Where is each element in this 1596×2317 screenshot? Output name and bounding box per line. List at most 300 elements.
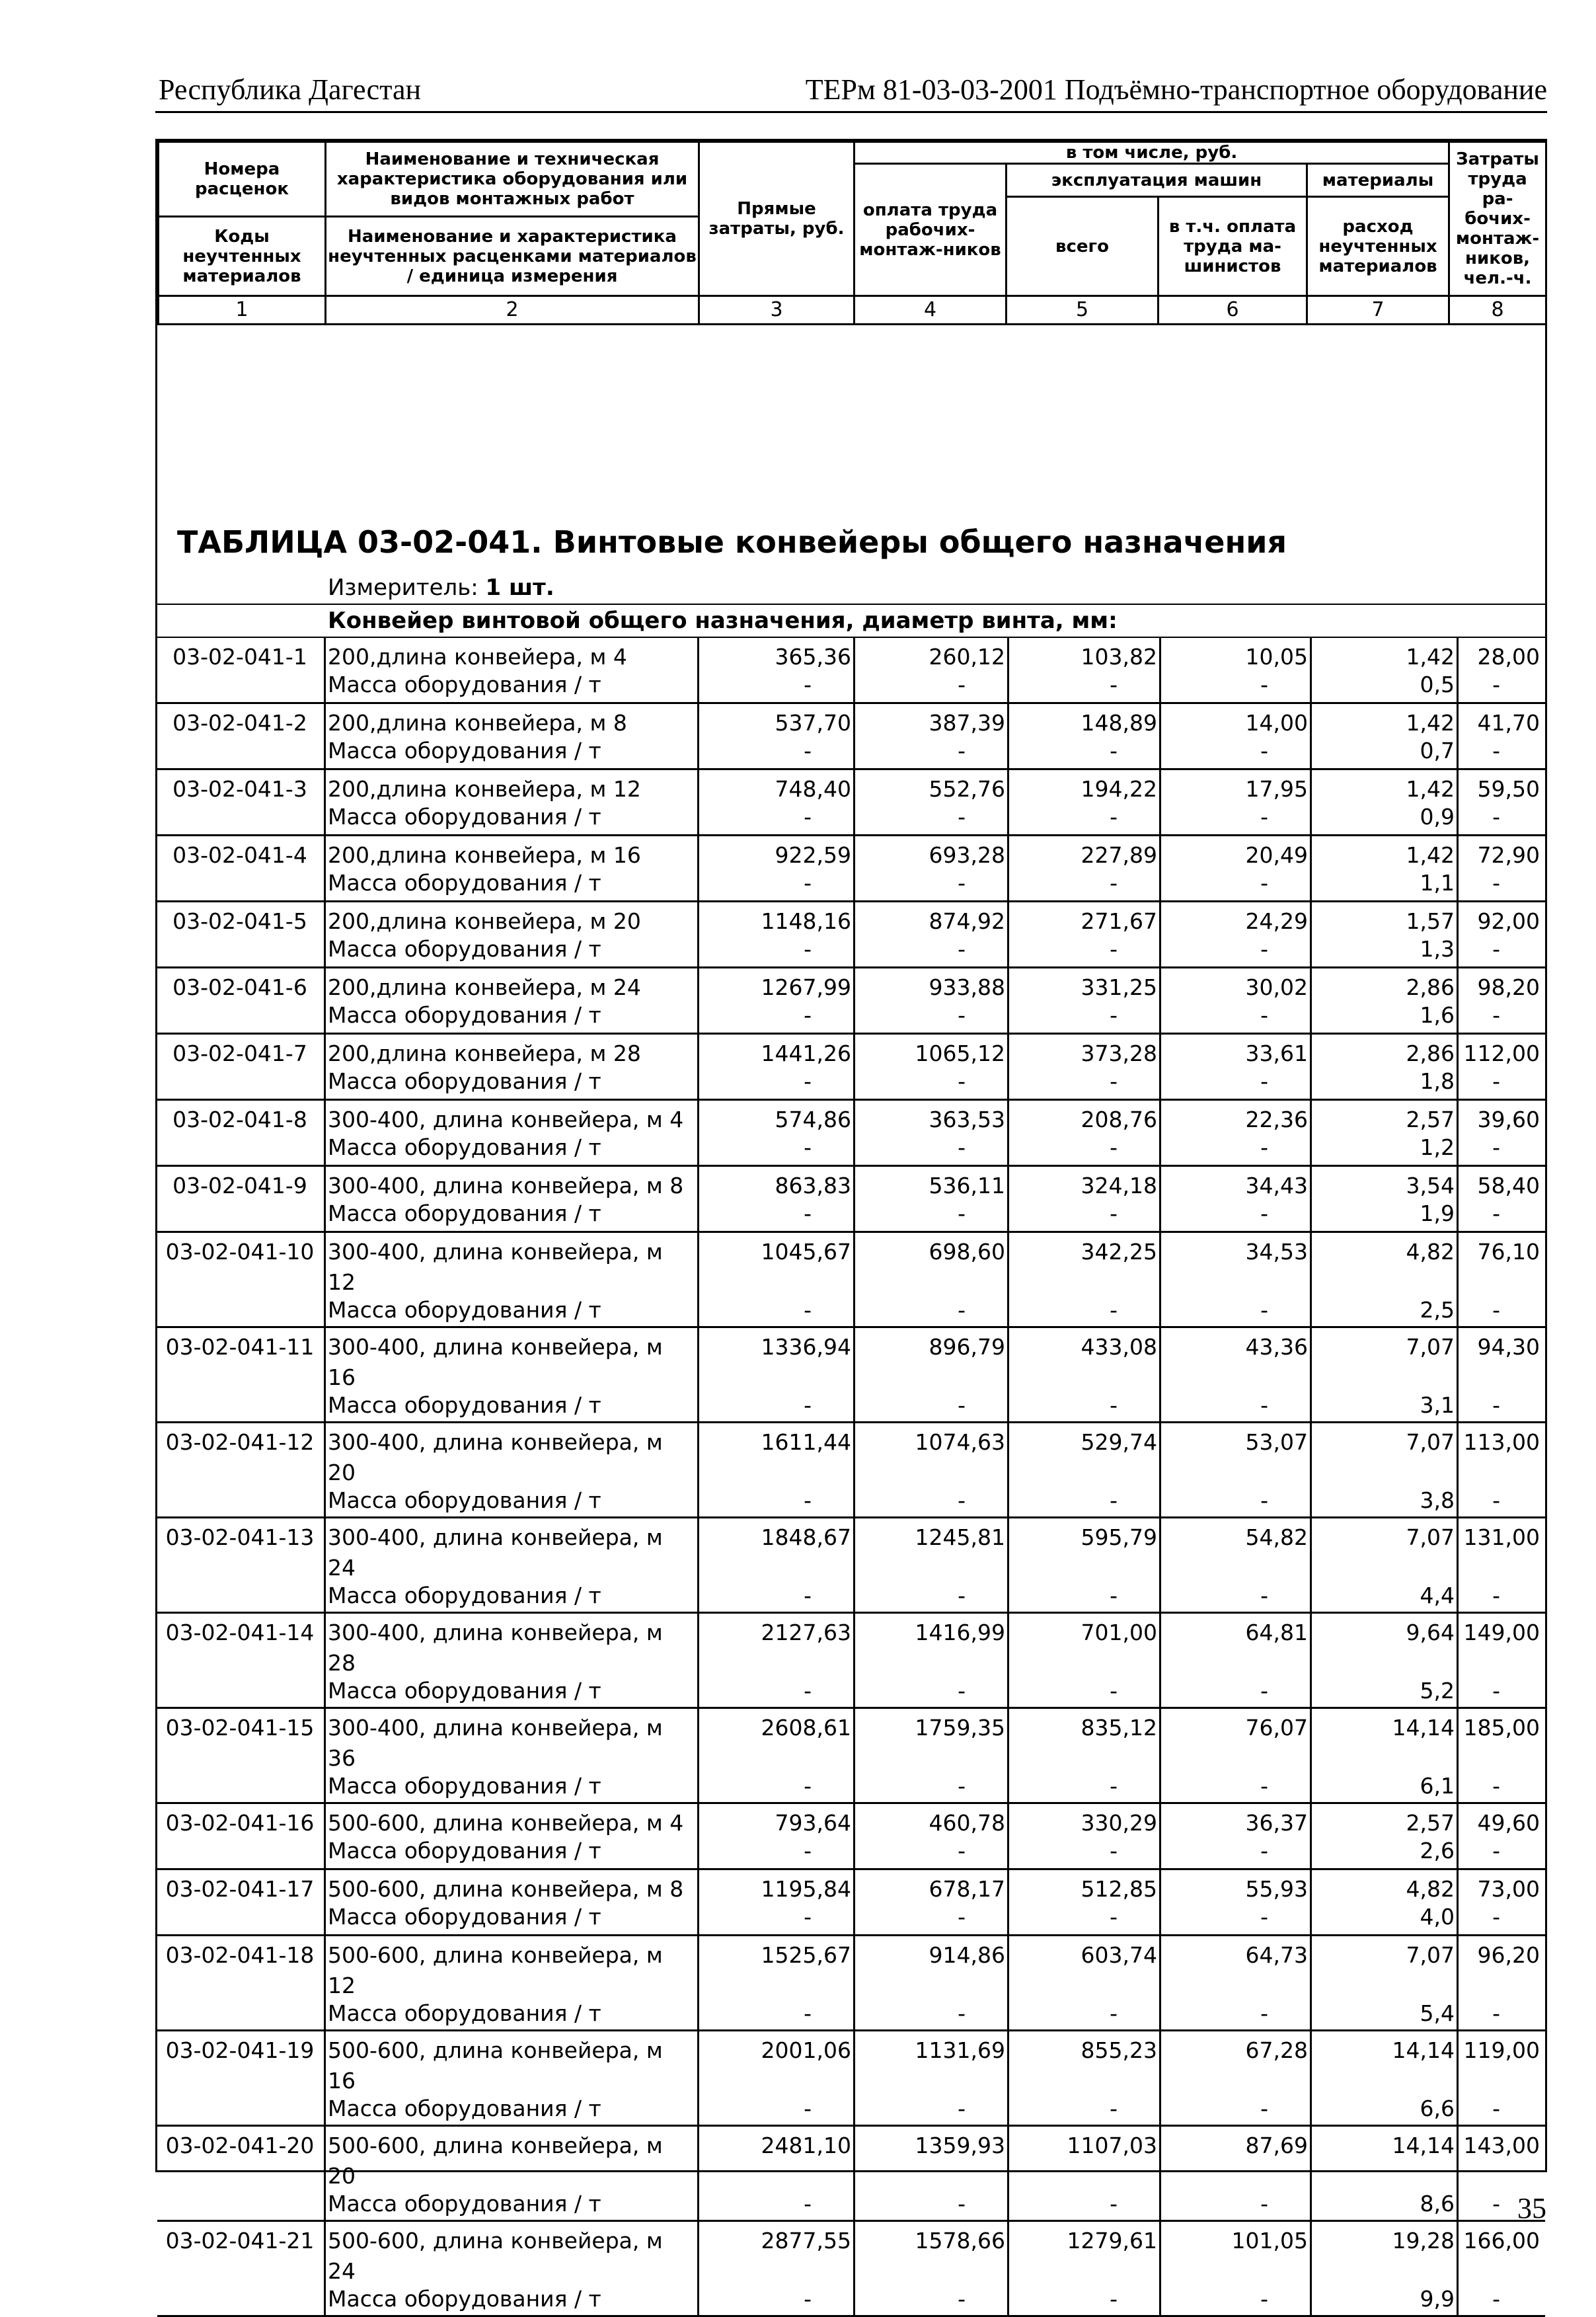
mass-label: Масса оборудования / т: [328, 1392, 601, 1418]
dash: -: [958, 1068, 966, 1094]
dash: -: [804, 870, 812, 896]
column-divider: [1159, 2031, 1161, 2125]
mass-value: 0,5: [1420, 672, 1455, 697]
column-divider: [853, 1035, 855, 1099]
mass-label: Масса оборудования / т: [328, 1773, 601, 1799]
work-name: 300-400, длина конвейера, м: [328, 1239, 663, 1265]
cost-value: 1,57: [1406, 908, 1455, 934]
dash: -: [1492, 1200, 1500, 1226]
cost-value: 863,83: [775, 1173, 851, 1198]
cost-value: 2,57: [1406, 1107, 1455, 1132]
column-divider: [1159, 1518, 1161, 1612]
dash: -: [1110, 804, 1118, 830]
dash: -: [1492, 804, 1500, 830]
work-name: 200,длина конвейера, м 24: [328, 974, 641, 1000]
dash: -: [1260, 1297, 1268, 1323]
mass-label: Масса оборудования / т: [328, 1583, 601, 1608]
cost-value: 34,53: [1245, 1239, 1308, 1265]
dash: -: [1492, 738, 1500, 764]
work-name: 500-600, длина конвейера, м: [328, 2133, 663, 2158]
dash: -: [1492, 1002, 1500, 1028]
cost-value: 64,81: [1245, 1620, 1308, 1645]
rate-code: 03-02-041-16: [165, 1810, 315, 1836]
column-divider: [853, 1870, 855, 1934]
cost-value: 166,00: [1463, 2228, 1540, 2254]
dash: -: [958, 2286, 966, 2312]
column-divider: [853, 2127, 855, 2220]
column-divider: [1159, 968, 1161, 1033]
cost-value: 271,67: [1081, 908, 1157, 934]
mass-label: Масса оборудования / т: [328, 2191, 601, 2217]
cost-value: 693,28: [929, 842, 1005, 868]
dash: -: [958, 936, 966, 962]
column-divider: [324, 968, 326, 1033]
column-divider: [1159, 1870, 1161, 1934]
dash: -: [958, 1200, 966, 1226]
col-head-name: Наименование и техническая характеристика оборудования или видов монтажных работ: [326, 142, 699, 217]
dash: -: [804, 1487, 812, 1513]
dash: -: [1492, 1678, 1500, 1704]
cost-value: 14,00: [1245, 710, 1308, 736]
dash: -: [1110, 870, 1118, 896]
rate-code: 03-02-041-4: [172, 842, 307, 868]
table-title: ТАБЛИЦА 03-02-041. Винтовые конвейеры общего назначения: [177, 524, 1287, 560]
work-name: 300-400, длина конвейера, м 4: [328, 1107, 684, 1132]
dash: -: [1110, 1134, 1118, 1160]
table-row: [157, 902, 1545, 968]
cost-value: 9,64: [1406, 1620, 1455, 1645]
cost-value: 1525,67: [761, 1942, 851, 1968]
table-row: [157, 2222, 1545, 2317]
cost-value: 33,61: [1245, 1041, 1308, 1066]
column-divider: [1159, 638, 1161, 702]
column-divider: [1007, 1518, 1009, 1612]
dash: -: [1110, 1068, 1118, 1094]
mass-value: 6,6: [1420, 2096, 1455, 2121]
mass-label: Масса оборудования / т: [328, 2286, 601, 2312]
cost-value: 7,07: [1406, 1524, 1455, 1550]
work-name-cont: 16: [328, 2068, 356, 2094]
cost-value: 73,00: [1477, 1876, 1540, 1902]
mass-value: 1,6: [1420, 1002, 1455, 1028]
work-name: 500-600, длина конвейера, м: [328, 1942, 663, 1968]
cost-value: 933,88: [929, 974, 1005, 1000]
column-divider: [1310, 1870, 1312, 1934]
column-divider: [1007, 770, 1009, 834]
cost-value: 896,79: [929, 1334, 1005, 1360]
col-head-mach-total: всего: [1007, 197, 1159, 296]
column-divider: [324, 1936, 326, 2029]
dash: -: [1260, 1200, 1268, 1226]
table-row: [157, 2127, 1545, 2222]
column-divider: [1159, 704, 1161, 768]
cost-value: 365,36: [775, 644, 851, 670]
dash: -: [804, 1904, 812, 1930]
dash: -: [804, 2096, 812, 2121]
dash: -: [958, 2191, 966, 2217]
column-divider: [324, 1167, 326, 1231]
table-row: [157, 1167, 1545, 1233]
work-name-cont: 24: [328, 1555, 356, 1581]
cost-value: 552,76: [929, 776, 1005, 802]
cost-value: 342,25: [1081, 1239, 1157, 1265]
cost-value: 119,00: [1463, 2037, 1540, 2063]
col-num-6: 6: [1159, 296, 1307, 325]
cost-value: 2481,10: [761, 2133, 851, 2158]
dash: -: [1110, 1583, 1118, 1608]
cost-value: 53,07: [1245, 1429, 1308, 1455]
cost-value: 14,14: [1392, 2037, 1455, 2063]
column-divider: [1007, 1614, 1009, 1707]
rate-code: 03-02-041-5: [172, 908, 307, 934]
table-row: [157, 1804, 1545, 1870]
mass-value: 5,4: [1420, 2000, 1455, 2026]
mass-value: 1,1: [1420, 870, 1455, 896]
dash: -: [804, 672, 812, 697]
col-head-machines: эксплуатация машин: [1007, 164, 1307, 197]
column-divider: [853, 1328, 855, 1421]
dash: -: [1492, 1297, 1500, 1323]
cost-value: 1065,12: [915, 1041, 1005, 1066]
table-row: [157, 2031, 1545, 2127]
column-divider: [1159, 836, 1161, 900]
column-divider: [853, 902, 855, 966]
cost-value: 1,42: [1406, 710, 1455, 736]
cost-value: 2127,63: [761, 1620, 851, 1645]
cost-value: 1848,67: [761, 1524, 851, 1550]
column-divider: [853, 2222, 855, 2315]
cost-value: 19,28: [1392, 2228, 1455, 2254]
column-divider: [853, 836, 855, 900]
dash: -: [804, 2191, 812, 2217]
column-divider: [1310, 2127, 1312, 2220]
rate-code: 03-02-041-18: [165, 1942, 315, 1968]
rate-code: 03-02-041-12: [165, 1429, 315, 1455]
dash: -: [958, 1904, 966, 1930]
dash: -: [804, 1583, 812, 1608]
dash: -: [1260, 936, 1268, 962]
table-row: [157, 1233, 1545, 1328]
column-divider: [1159, 1614, 1161, 1707]
dash: -: [1260, 1392, 1268, 1418]
column-divider: [1159, 1328, 1161, 1421]
dash: -: [1260, 1678, 1268, 1704]
cost-value: 7,07: [1406, 1942, 1455, 1968]
dash: -: [1110, 1392, 1118, 1418]
dash: -: [804, 1200, 812, 1226]
group-heading: [157, 604, 1545, 638]
mass-label: Масса оборудования / т: [328, 738, 601, 764]
column-divider: [1310, 836, 1312, 900]
dash: -: [958, 1392, 966, 1418]
cost-value: 1611,44: [761, 1429, 851, 1455]
cost-value: 1359,93: [915, 2133, 1005, 2158]
table-row: [157, 1101, 1545, 1167]
table-row: [157, 638, 1545, 704]
dash: -: [1492, 1583, 1500, 1608]
cost-value: 17,95: [1245, 776, 1308, 802]
cost-value: 39,60: [1477, 1107, 1540, 1132]
cost-value: 24,29: [1245, 908, 1308, 934]
mass-label: Масса оборудования / т: [328, 936, 601, 962]
cost-value: 34,43: [1245, 1173, 1308, 1198]
cost-value: 529,74: [1081, 1429, 1157, 1455]
dash: -: [1492, 1068, 1500, 1094]
column-divider: [1007, 836, 1009, 900]
cost-value: 1416,99: [915, 1620, 1005, 1645]
column-divider: [1159, 1804, 1161, 1868]
rate-code: 03-02-041-19: [165, 2037, 315, 2063]
work-name: 300-400, длина конвейера, м: [328, 1715, 663, 1741]
mass-value: 1,2: [1420, 1134, 1455, 1160]
cost-value: 67,28: [1245, 2037, 1308, 2063]
dash: -: [804, 1838, 812, 1864]
column-divider: [853, 1804, 855, 1868]
column-divider: [1159, 1233, 1161, 1326]
rate-code: 03-02-041-21: [165, 2228, 315, 2254]
dash: -: [804, 1002, 812, 1028]
column-divider: [1007, 638, 1009, 702]
work-name: 300-400, длина конвейера, м: [328, 1620, 663, 1645]
mass-label: Масса оборудования / т: [328, 1904, 601, 1930]
col-head-mach-wages: в т.ч. оплата труда ма-шинистов: [1159, 197, 1307, 296]
column-divider: [1159, 1936, 1161, 2029]
dash: -: [1110, 1904, 1118, 1930]
dash: -: [1492, 2191, 1500, 2217]
work-name-cont: 28: [328, 1650, 356, 1676]
dash: -: [958, 1583, 966, 1608]
header-rule: [155, 111, 1547, 113]
rate-code: 03-02-041-17: [165, 1876, 315, 1902]
dash: -: [1260, 1904, 1268, 1930]
header-region: Республика Дагестан: [159, 73, 422, 106]
column-divider: [324, 704, 326, 768]
col-num-2: 2: [326, 296, 699, 325]
table-row: [157, 1518, 1545, 1614]
column-divider: [1007, 2222, 1009, 2315]
column-divider: [324, 1233, 326, 1326]
column-divider: [1310, 1709, 1312, 1802]
dash: -: [958, 2000, 966, 2026]
dash: -: [1260, 738, 1268, 764]
rate-code: 03-02-041-10: [165, 1239, 315, 1265]
column-divider: [1159, 1167, 1161, 1231]
rate-code: 03-02-041-8: [172, 1107, 307, 1132]
cost-value: 30,02: [1245, 974, 1308, 1000]
table-row: [157, 1936, 1545, 2031]
mass-label: Масса оборудования / т: [328, 1838, 601, 1864]
work-name: 200,длина конвейера, м 28: [328, 1041, 641, 1066]
col-num-7: 7: [1307, 296, 1449, 325]
column-divider: [1007, 1167, 1009, 1231]
column-divider: [853, 1614, 855, 1707]
dash: -: [1260, 672, 1268, 697]
cost-value: 227,89: [1081, 842, 1157, 868]
cost-value: 2,86: [1406, 974, 1455, 1000]
column-divider: [853, 2031, 855, 2125]
mass-value: 0,7: [1420, 738, 1455, 764]
cost-value: 4,82: [1406, 1239, 1455, 1265]
mass-value: 5,2: [1420, 1678, 1455, 1704]
cost-value: 103,82: [1081, 644, 1157, 670]
column-divider: [1007, 1804, 1009, 1868]
dash: -: [1110, 1678, 1118, 1704]
table-row: [157, 836, 1545, 902]
cost-value: 92,00: [1477, 908, 1540, 934]
column-divider: [324, 2127, 326, 2220]
rate-code: 03-02-041-7: [172, 1041, 307, 1066]
cost-value: 149,00: [1463, 1620, 1540, 1645]
dash: -: [804, 1392, 812, 1418]
mass-value: 8,6: [1420, 2191, 1455, 2217]
dash: -: [1260, 1583, 1268, 1608]
dash: -: [958, 1002, 966, 1028]
cost-value: 835,12: [1081, 1715, 1157, 1741]
cost-value: 433,08: [1081, 1334, 1157, 1360]
cost-value: 855,23: [1081, 2037, 1157, 2063]
dash: -: [1492, 2096, 1500, 2121]
cost-value: 1,42: [1406, 842, 1455, 868]
dash: -: [1492, 1134, 1500, 1160]
dash: -: [1492, 1773, 1500, 1799]
dash: -: [1110, 1297, 1118, 1323]
cost-value: 698,60: [929, 1239, 1005, 1265]
page-number: 35: [1517, 2192, 1546, 2224]
column-divider: [1007, 1423, 1009, 1516]
column-divider: [1310, 1167, 1312, 1231]
work-name: 500-600, длина конвейера, м: [328, 2228, 663, 2254]
dash: -: [1260, 1002, 1268, 1028]
cost-value: 373,28: [1081, 1041, 1157, 1066]
work-name-cont: 12: [328, 1973, 356, 1998]
cost-value: 2,86: [1406, 1041, 1455, 1066]
column-divider: [324, 1709, 326, 1802]
dash: -: [1492, 1838, 1500, 1864]
column-divider: [1007, 1328, 1009, 1421]
column-divider: [324, 2031, 326, 2125]
cost-value: 1578,66: [915, 2228, 1005, 2254]
work-name: 300-400, длина конвейера, м: [328, 1429, 663, 1455]
mass-value: 4,4: [1420, 1583, 1455, 1608]
work-name: 200,длина конвейера, м 8: [328, 710, 627, 736]
cost-value: 14,14: [1392, 2133, 1455, 2158]
mass-label: Масса оборудования / т: [328, 1297, 601, 1323]
dash: -: [804, 1068, 812, 1094]
column-divider: [324, 836, 326, 900]
cost-value: 94,30: [1477, 1334, 1540, 1360]
rate-code: 03-02-041-2: [172, 710, 307, 736]
work-name: 500-600, длина конвейера, м 8: [328, 1876, 684, 1902]
column-divider: [324, 1328, 326, 1421]
table-row: [157, 1423, 1545, 1518]
dash: -: [958, 1297, 966, 1323]
cost-value: 1245,81: [915, 1524, 1005, 1550]
col-num-3: 3: [699, 296, 855, 325]
table-row: [157, 1614, 1545, 1709]
column-divider: [1159, 1423, 1161, 1516]
dash: -: [1492, 1487, 1500, 1513]
mass-label: Масса оборудования / т: [328, 2000, 601, 2026]
column-divider: [1159, 1035, 1161, 1099]
column-divider: [1310, 1101, 1312, 1165]
column-divider: [324, 1035, 326, 1099]
column-divider: [853, 1423, 855, 1516]
table-row: [157, 968, 1545, 1035]
dash: -: [1110, 2286, 1118, 2312]
dash: -: [804, 1773, 812, 1799]
col-head-materials: материалы: [1307, 164, 1449, 197]
column-divider: [1007, 968, 1009, 1033]
price-table: [155, 139, 1547, 2312]
mass-value: 1,9: [1420, 1200, 1455, 1226]
cost-value: 131,00: [1463, 1524, 1540, 1550]
dash: -: [1492, 1904, 1500, 1930]
work-name: 300-400, длина конвейера, м: [328, 1524, 663, 1550]
cost-value: 112,00: [1463, 1041, 1540, 1066]
cost-value: 194,22: [1081, 776, 1157, 802]
cost-value: 595,79: [1081, 1524, 1157, 1550]
dash: -: [958, 1134, 966, 1160]
column-divider: [1310, 1423, 1312, 1516]
dash: -: [1260, 1134, 1268, 1160]
column-divider: [1007, 1709, 1009, 1802]
dash: -: [804, 936, 812, 962]
column-divider: [1007, 1101, 1009, 1165]
column-divider: [1310, 1614, 1312, 1707]
work-name: 500-600, длина конвейера, м: [328, 2037, 663, 2063]
cost-value: 20,49: [1245, 842, 1308, 868]
column-divider: [1310, 1804, 1312, 1868]
dash: -: [1492, 2286, 1500, 2312]
column-divider: [853, 1233, 855, 1326]
cost-value: 1045,67: [761, 1239, 851, 1265]
column-divider: [1159, 2127, 1161, 2220]
dash: -: [1260, 1068, 1268, 1094]
dash: -: [1260, 2286, 1268, 2312]
dash: -: [1260, 2000, 1268, 2026]
table-row: [157, 1328, 1545, 1423]
dash: -: [1260, 1487, 1268, 1513]
column-divider: [1310, 704, 1312, 768]
column-divider: [1310, 1936, 1312, 2029]
dash: -: [804, 804, 812, 830]
cost-value: 1336,94: [761, 1334, 851, 1360]
cost-value: 36,37: [1245, 1810, 1308, 1836]
dash: -: [958, 1838, 966, 1864]
work-name: 200,длина конвейера, м 16: [328, 842, 641, 868]
column-divider: [1007, 704, 1009, 768]
cost-value: 2,57: [1406, 1810, 1455, 1836]
col-head-direct: Прямые затраты, руб.: [699, 142, 855, 296]
column-divider: [853, 1936, 855, 2029]
dash: -: [958, 870, 966, 896]
mass-label: Масса оборудования / т: [328, 1068, 601, 1094]
measure-unit: [328, 574, 554, 601]
column-divider: [324, 638, 326, 702]
cost-value: 260,12: [929, 644, 1005, 670]
dash: -: [1260, 870, 1268, 896]
column-divider: [1007, 2031, 1009, 2125]
col-head-including: в том числе, руб.: [855, 142, 1449, 164]
mass-value: 3,8: [1420, 1487, 1455, 1513]
cost-value: 324,18: [1081, 1173, 1157, 1198]
cost-value: 1267,99: [761, 974, 851, 1000]
cost-value: 72,90: [1477, 842, 1540, 868]
work-name: 300-400, длина конвейера, м 8: [328, 1173, 684, 1198]
work-name: 200,длина конвейера, м 4: [328, 644, 627, 670]
mass-label: Масса оборудования / т: [328, 1678, 601, 1704]
cost-value: 2877,55: [761, 2228, 851, 2254]
